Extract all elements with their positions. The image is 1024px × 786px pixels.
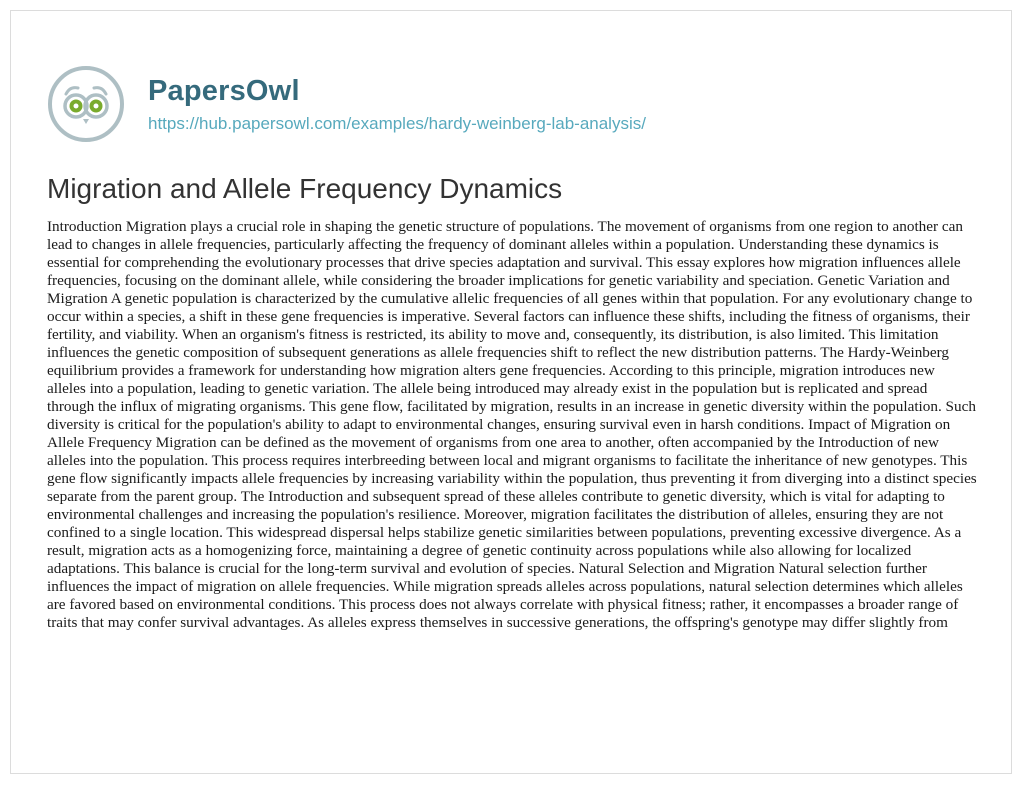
site-header: [46, 64, 646, 144]
essay-body: Introduction Migration plays a crucial role in shaping the genetic structure of populations. The movement of organisms from one region to another can lead to changes in allele frequencies, particularly affecting the frequency of dominant alleles within a population. Understanding these dynamics is essential for comprehending the evolutionary processes that drive species adaptation and survival. This essay explores how migration influences allele frequencies, focusing on the dominant allele, while considering the broader implications for genetic variability and speciation. Genetic Variation and Migration A genetic population is characterized by the cumulative allelic frequencies of all genes within that population. For any evolutionary change to occur within a species, a shift in these gene frequencies is imperative. Several factors can influence these shifts, including the fitness of organisms, their fertility, and viability. When an organism's fitness is restricted, its ability to move and, consequently, its distribution, is also limited. This limitation influences the genetic composition of subsequent generations as allele frequencies shift to reflect the new distribution patterns. The Hardy-Weinberg equilibrium provides a framework for understanding how migration alters gene frequencies. According to this principle, migration introduces new alleles into a population, leading to genetic variation. The allele being introduced may already exist in the population but is replicated and spread through the influx of migrating organisms. This gene flow, facilitated by migration, results in an increase in genetic diversity within the population. Such diversity is critical for the population's ability to adapt to environmental changes, ensuring survival even in harsh conditions. Impact of Migration on Allele Frequency Migration can be defined as the movement of organisms from one area to another, often accompanied by the Introduction of new alleles into the population. This process requires interbreeding between local and migrant organisms to facilitate the inheritance of new genotypes. This gene flow significantly impacts allele frequencies by increasing variability within the population, thus preventing it from diverging into a distinct species separate from the parent group. The Introduction and subsequent spread of these alleles contribute to genetic diversity, which is vital for adapting to environmental challenges and increasing the population's resilience. Moreover, migration facilitates the distribution of alleles, ensuring they are not confined to a single location. This widespread dispersal helps stabilize genetic similarities between populations, preventing excessive divergence. As a result, migration acts as a homogenizing force, maintaining a degree of genetic continuity across populations while also allowing for localized adaptations. This balance is crucial for the long-term survival and evolution of species. Natural Selection and Migration Natural selection further influences the impact of migration on allele frequencies. While migration spreads alleles across populations, natural selection determines which alleles are favored based on environmental conditions. This process does not always correlate with physical fitness; rather, it encompasses a broader range of traits that may confer survival advantages. As alleles express themselves in successive generations, the offspring's genotype may differ slightly from: [47, 218, 977, 632]
owl-logo-icon[interactable]: [46, 64, 126, 144]
source-url-link[interactable]: https://hub.papersowl.com/examples/hardy-weinberg-lab-analysis/: [148, 114, 646, 133]
page-title: Migration and Allele Frequency Dynamics: [47, 173, 563, 204]
brand-name[interactable]: PapersOwl: [148, 75, 300, 107]
brand-block: [148, 74, 646, 134]
